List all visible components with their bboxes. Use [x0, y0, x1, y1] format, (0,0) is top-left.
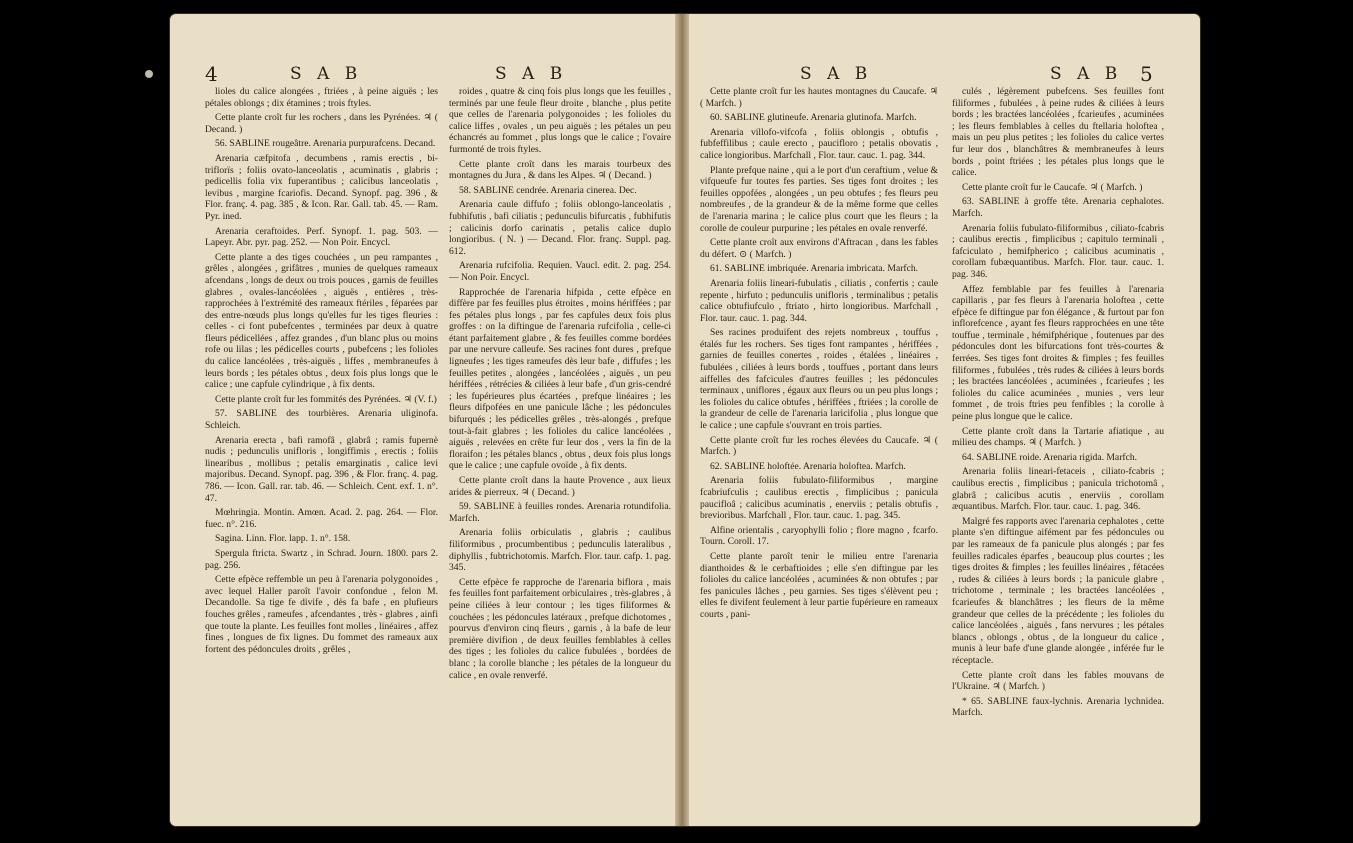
- paragraph: Cette plante croît fur les roches élevées du Caucafe. ♃ ( Marfch. ): [700, 434, 938, 458]
- paragraph: Cette plante croît fur les rochers , dans les Pyrénées. ♃ ( Decand. ): [205, 112, 438, 135]
- paragraph: Cette plante croît dans la haute Provence , aux lieux arides & pierreux. ♃ ( Decand. ): [449, 475, 671, 498]
- text-column-left: [205, 86, 438, 816]
- paragraph: Cette plante a des tiges couchées , un peu rampantes , grêles , alongées , grifâtres , munies de quelques rameaux afcendans , longs de deux ou trois pouces , garnis de feuilles glabres , ovales-lancéolées , aiguës , entières , très-rapprochées à l'extrémité des rameaux ftériles , féparées par des entre-nœuds plus longs qu'elles fur les tiges fleuries : celles - ci font pubefcentes , terminées par deux à quatre fleurs pédicellées , affez grandes , d'un blanc plus ou moins rofe ou lilas ; les pédicelles courts , pubefcens ; les folioles du calice lancéolées , très-aiguës , liffes , membraneufes à leurs bords ; les pétales obtus , deux fois plus longs que le calice ; une capfule cylindrique , à fix dents.: [205, 251, 438, 391]
- paragraph: Cette efpèce reffemble un peu à l'arenaria polygonoides , avec lequel Haller paroît l'avoir confondue , felon M. Decandolle. Sa tige fe divife , dès fa bafe , en plufieurs fouches grêles , rameufes , afcendantes , très - glabres , ainfi que toute la plante. Les feuilles font molles , linéaires , affez fines , longues de fix lignes. Du fommet des rameaux aux fortent des pédoncules droits , grêles ,: [205, 574, 438, 655]
- paragraph: culés , légèrement pubefcens. Ses feuilles font filiformes , fubulées , à peine rudes & ciliées à leurs bords ; les bractées lancéolées , fcarieufes , acuminées ; les fleurs femblables à celles du ftellaria holoftea , mais un peu plus petites ; les folioles du calice vertes fur leur dos , blanchâtres & membraneufes à leurs bords , point ftriées ; les pétales plus longs que le calice.: [952, 86, 1164, 179]
- page-number: 5: [1140, 62, 1153, 86]
- paragraph: Sagina. Linn. Flor. lapp. 1. n°. 158.: [215, 533, 351, 545]
- paragraph: Arenaria cæfpitofa , decumbens , ramis erectis , bi-triflorïs ; foliis ovato-lanceolatis , acuminatis , glabris ; pedicellis folia vix fuperantibus ; calicibus lanceolatis , levibus , margine fcariofis. Decand. Synopf. pag. 396 , & Flor. franç. 4. pag. 385 , & Icon. Rar. Gall. tab. 45. — Ram. Pyr. ined.: [205, 152, 438, 222]
- paragraph: Cette plante paroît tenir le milieu entre l'arenaria dianthoides & le cerbaftioides ; elle s'en diftingue par les folioles du calice lancéolées , acuminées & non obtufes ; par fes panicules lâches , peu garnies. Ses tiges s'élèvent peu ; elles fe divifent feulement à leur partie fupérieure en rameaux courts , pani-: [700, 550, 938, 620]
- paragraph: 60. SABLINE glutineufe. Arenaria glutinofa. Marfch.: [710, 112, 917, 124]
- paragraph: Arenaria rufcifolia. Requien. Vaucl. edit. 2. pag. 254. — Non Poir. Encycl.: [449, 260, 671, 283]
- edge-marker: [145, 70, 153, 78]
- paragraph: Arenaria ceraftoides. Perf. Synopf. 1. pag. 503. — Lapeyr. Abr. pyr. pag. 252. — Non Poir. Encycl.: [205, 225, 438, 249]
- running-head: S A B: [800, 64, 873, 84]
- paragraph: Affez femblable par fes feuilles à l'arenaria capillaris , par fes fleurs à l'arenaria holoftea , cette efpèce fe diftingue par fon élégance , & furtout par fon inflorefcence , ayant fes fleurs rapprochées en une tête touffue , terminale , hémifphérique , foutenues par des pédoncules dont les bifurcations font très-courtes & ferrées. Ses tiges font droites & fimples ; fes feuilles filiformes , fubulées , très rudes & ciliées à leurs bords ; les bractées lancéolées , acuminées , fcarieufes ; les folioles du calice acuminées , munies , vers leur fommet , de trois ftries peu fenfibles ; la corolle à peine plus longue que le calice.: [952, 283, 1164, 423]
- paragraph: Cette plante croît dans les fables mouvans de l'Ukraine. ♃ ( Marfch. ): [952, 669, 1164, 693]
- text-column-right: [952, 86, 1164, 816]
- running-head: S A B: [290, 64, 363, 84]
- text-column-right: [449, 86, 671, 816]
- paragraph: Cette plante croît fur le Caucafe. ♃ ( Marfch. ): [962, 181, 1143, 193]
- paragraph: 58. SABLINE cendrée. Arenaria cinerea. Dec.: [459, 184, 637, 196]
- paragraph: Plante prefque naine , qui a le port d'un ceraftium , velue & vifqueufe fur toutes fes parties. Ses tiges font droites ; les feuilles oppofées , alongées , un peu obtufes ; fes fleurs peu nombreufes , de la grandeur & de la même forme que celles de l'arenaria marina ; le calice plus court que les fleurs ; la corolle de couleur purpurine ; les pétales en ovale renverfé.: [700, 164, 938, 234]
- paragraph: 56. SABLINE rougeâtre. Arenaria purpurafcens. Decand.: [215, 138, 436, 150]
- paragraph: Malgré fes rapports avec l'arenaria cephalotes , cette plante s'en diftingue aifément par fes pédoncules ou par les rameaux de fa panicule plus alongés ; par fes feuilles radicales éparfes , beaucoup plus courtes ; les tiges droites & fimples ; les feuilles linéaires , fétacées , rudes & ciliées à leurs bords ; la panicule glabre , trichotome , terminale ; les bractées lancéolées , fcarieufes & blanchâtres ; les fleurs de la même grandeur que celles de la précédente ; les folioles du calice lancéolées , aiguës , fans nervures ; les pétales blancs , oblongs , obtus , de la longueur du calice , munis à leur bafe d'une glande alongée , inférée fur le réceptacle.: [952, 515, 1164, 666]
- book-gutter: [675, 14, 689, 826]
- paragraph: Arenaria foliis lineari-fetaceis , ciliato-fcabris ; caulibus erectis , fimplicibus ; panicula trichotomâ , glabrâ ; calicibus acutis , enerviis , corollam æquantibus. Marfch. Flor. taur. cauc. 1. pag. 346.: [952, 466, 1164, 513]
- paragraph: Arenaria villofo-vifcofa , foliis oblongis , obtufis , fubfeffilibus ; caule erecto , paucifloro ; petalis obovatis , calice longioribus. Marfchall , Flor. taur. cauc. 1. pag. 344.: [700, 126, 938, 161]
- paragraph: Cette plante croît aux environs d'Aftracan , dans les fables du défert. ⊙ ( Marfch. ): [700, 237, 938, 260]
- paragraph: Arenaria foliis fubulato-filiformibus , ciliato-fcabris ; caulibus erectis , fimplicibus ; capitulo terminali , fafciculato , hemifpherico ; calicibus acuminatis , corollam fubæquantibus. Marfch. Flor. taur. cauc. 1. pag. 346.: [952, 222, 1164, 280]
- paragraph: Cette plante croît fur les hautes montagnes du Caucafe. ♃ ( Marfch. ): [700, 86, 938, 109]
- running-head: S A B: [495, 64, 568, 84]
- paragraph: Arenaria foliis orbiculatis , glabris ; caulibus filiformibus , procumbentibus ; pedunculis lateralibus , diphyllis , fubtrichotomis. Marfch. Flor. taur. cafp. 1. pag. 345.: [449, 527, 671, 574]
- paragraph: lioles du calice alongées , ftriées , à peine aiguës ; les pétales oblongs ; dix étamines ; trois ftyles.: [205, 86, 438, 109]
- paragraph: Alfine orientalis , caryophylli folio ; flore magno , fcarfo. Tourn. Coroll. 17.: [700, 524, 938, 548]
- paragraph: 62. SABLINE holoftée. Arenaria holoftea. Marfch.: [710, 460, 906, 472]
- paragraph: Mœhringia. Montin. Amœn. Acad. 2. pag. 264. — Flor. fuec. n°. 216.: [205, 507, 438, 530]
- paragraph: * 65. SABLINE faux-lychnis. Arenaria lychnidea. Marfch.: [952, 695, 1164, 719]
- paragraph: 59. SABLINE à feuilles rondes. Arenaria rotundifolia. Marfch.: [449, 501, 671, 524]
- paragraph: 63. SABLINE à groffe tête. Arenaria cephalotes. Marfch.: [952, 196, 1164, 219]
- paragraph: Cette efpèce fe rapproche de l'arenaria biflora , mais fes feuilles font parfaitement orbiculaires , très-glabres , à peine ciliées à leur contour ; les tiges filiformes & couchées ; les pédoncules latéraux , prefque dichotomes , pourvus d'environ cinq fleurs , garnis , à la bafe de leur première divifion , de deux feuilles femblables à celles des tiges ; les folioles du calice fubulées , bordées de blanc ; la corolle blanche ; les pétales de la longueur du calice , en ovale renverfé.: [449, 576, 671, 681]
- paragraph: 57. SABLINE des tourbières. Arenaria uliginofa. Schleich.: [205, 408, 438, 432]
- text-column-left: [700, 86, 938, 816]
- paragraph: 61. SABLINE imbriquée. Arenaria imbricata. Marfch.: [710, 263, 919, 275]
- paragraph: roides , quatre & cinq fois plus longs que les feuilles , terminés par une feule fleur droite , blanche , plus petite que celles de l'arenaria polygonoides ; les folioles du calice liffes , ovales , un peu aiguës ; les pétales un peu échancrés au fommet , plus longs que le calice ; l'ovaire furmonté de trois ftyles.: [449, 86, 671, 155]
- paragraph: 64. SABLINE roide. Arenaria rigida. Marfch.: [962, 451, 1138, 463]
- paragraph: Rapprochée de l'arenaria hifpida , cette efpèce en diffère par fes feuilles plus étroites , moins hériffées ; par fes pétales plus longs , par fes capfules deux fois plus groffes : on la diftingue de l'arenaria rufcifolia , celle-ci étant parfaitement glabre , & fes feuilles comme bordées par une nervure calleufe. Ses racines font dures , prefque ligneufes ; les tiges rameufes dès leur bafe , diffufes ; les feuilles petites , alongées , lancéolées , aiguës , un peu hériffées , rétrécies & ciliées à leur bafe , d'un gris-cendré ; les fupérieures plus écartées , prefque linéaires ; les fleurs difpofées en une panicule lâche ; les pédoncules bifurqués ; les pédicelles grêles , très-alongés , prefque tout-à-fait glabres ; les folioles du calice lancéolées , aiguës , relevées en crête fur leur dos , vers la fin de la floraifon ; les pétales blancs , obtus , deux fois plus longs que le calice ; une capfule ovoïde , à fix dents.: [449, 286, 671, 472]
- paragraph: Cette plante croît fur les fommités des Pyrénées. ♃ (V. f.): [215, 393, 437, 405]
- paragraph: Cette plante croît dans les marais tourbeux des montagnes du Jura , & dans les Alpes. ♃ ( Decand. ): [449, 158, 671, 182]
- paragraph: Ses racines produifent des rejets nombreux , touffus , étalés fur les rochers. Ses tiges font rampantes , hériffées , garnies de feuilles conertes , roides , étalées , linéaires , fubulées , ciliées à leurs bords , touffues , portant dans leurs aiffelles des fafcicules d'autres feuilles ; les pédoncules terminaux , uniflores , égaux aux fleurs ou un peu plus longs ; les folioles du calice obtufes , hériffées , ftriées ; la corolle de la grandeur de celle de l'arenaria laricifolia , plus longue que le calice ; une capfule s'ouvrant en trois parties.: [700, 327, 938, 432]
- paragraph: Arenaria foliis lineari-fubulatis , ciliatis , confertis ; caule repente , hirfuto ; pedunculis unifloris , terminalibus ; petalis calice obtufiufculo , ftriato , hirto longioribus. Marfchall , Flor. taur. cauc. 1. pag. 344.: [700, 277, 938, 324]
- page-number: 4: [205, 62, 218, 86]
- running-head: S A B: [1050, 64, 1123, 84]
- paragraph: Arenaria erecta , bafi ramofâ , glabrâ ; ramis fupernè nudis ; pedunculis unifloris , longiffimis , erectis ; foliis linearibus , mollibus ; petalis emarginatis , calice levi majoribus. Decand. Synopf. pag. 396 , & Flor. franç. 4. pag. 786. — Icon. Gall. rar. tab. 46. — Schleich. Cent. exf. 1. n°. 47.: [205, 434, 438, 504]
- paragraph: Spergula ftricta. Swartz , in Schrad. Journ. 1800. pars 2. pag. 256.: [205, 547, 438, 571]
- paragraph: Cette plante croît dans la Tartarie afiatique , au milieu des champs. ♃ ( Marfch. ): [952, 425, 1164, 449]
- paragraph: Arenaria caule diffufo ; foliis oblongo-lanceolatis , fubhifutis , bafi ciliatis ; pedunculis bifurcatis , fubhifutis ; calicinis dorfo carinatis , petalis calice duplo longioribus. ( N. ) — Decand. Flor. franç. Suppl. pag. 612.: [449, 199, 671, 257]
- paragraph: Arenaria foliis fubulato-filiformibus , margine fcabriufculis ; caulibus erectis , fimplicibus ; panicula paucifloâ ; calicibus acuminatis , enerviis ; petalis obtufis , brevioribus. Marfchall , Flor. taur. cauc. 1. pag. 345.: [700, 475, 938, 522]
